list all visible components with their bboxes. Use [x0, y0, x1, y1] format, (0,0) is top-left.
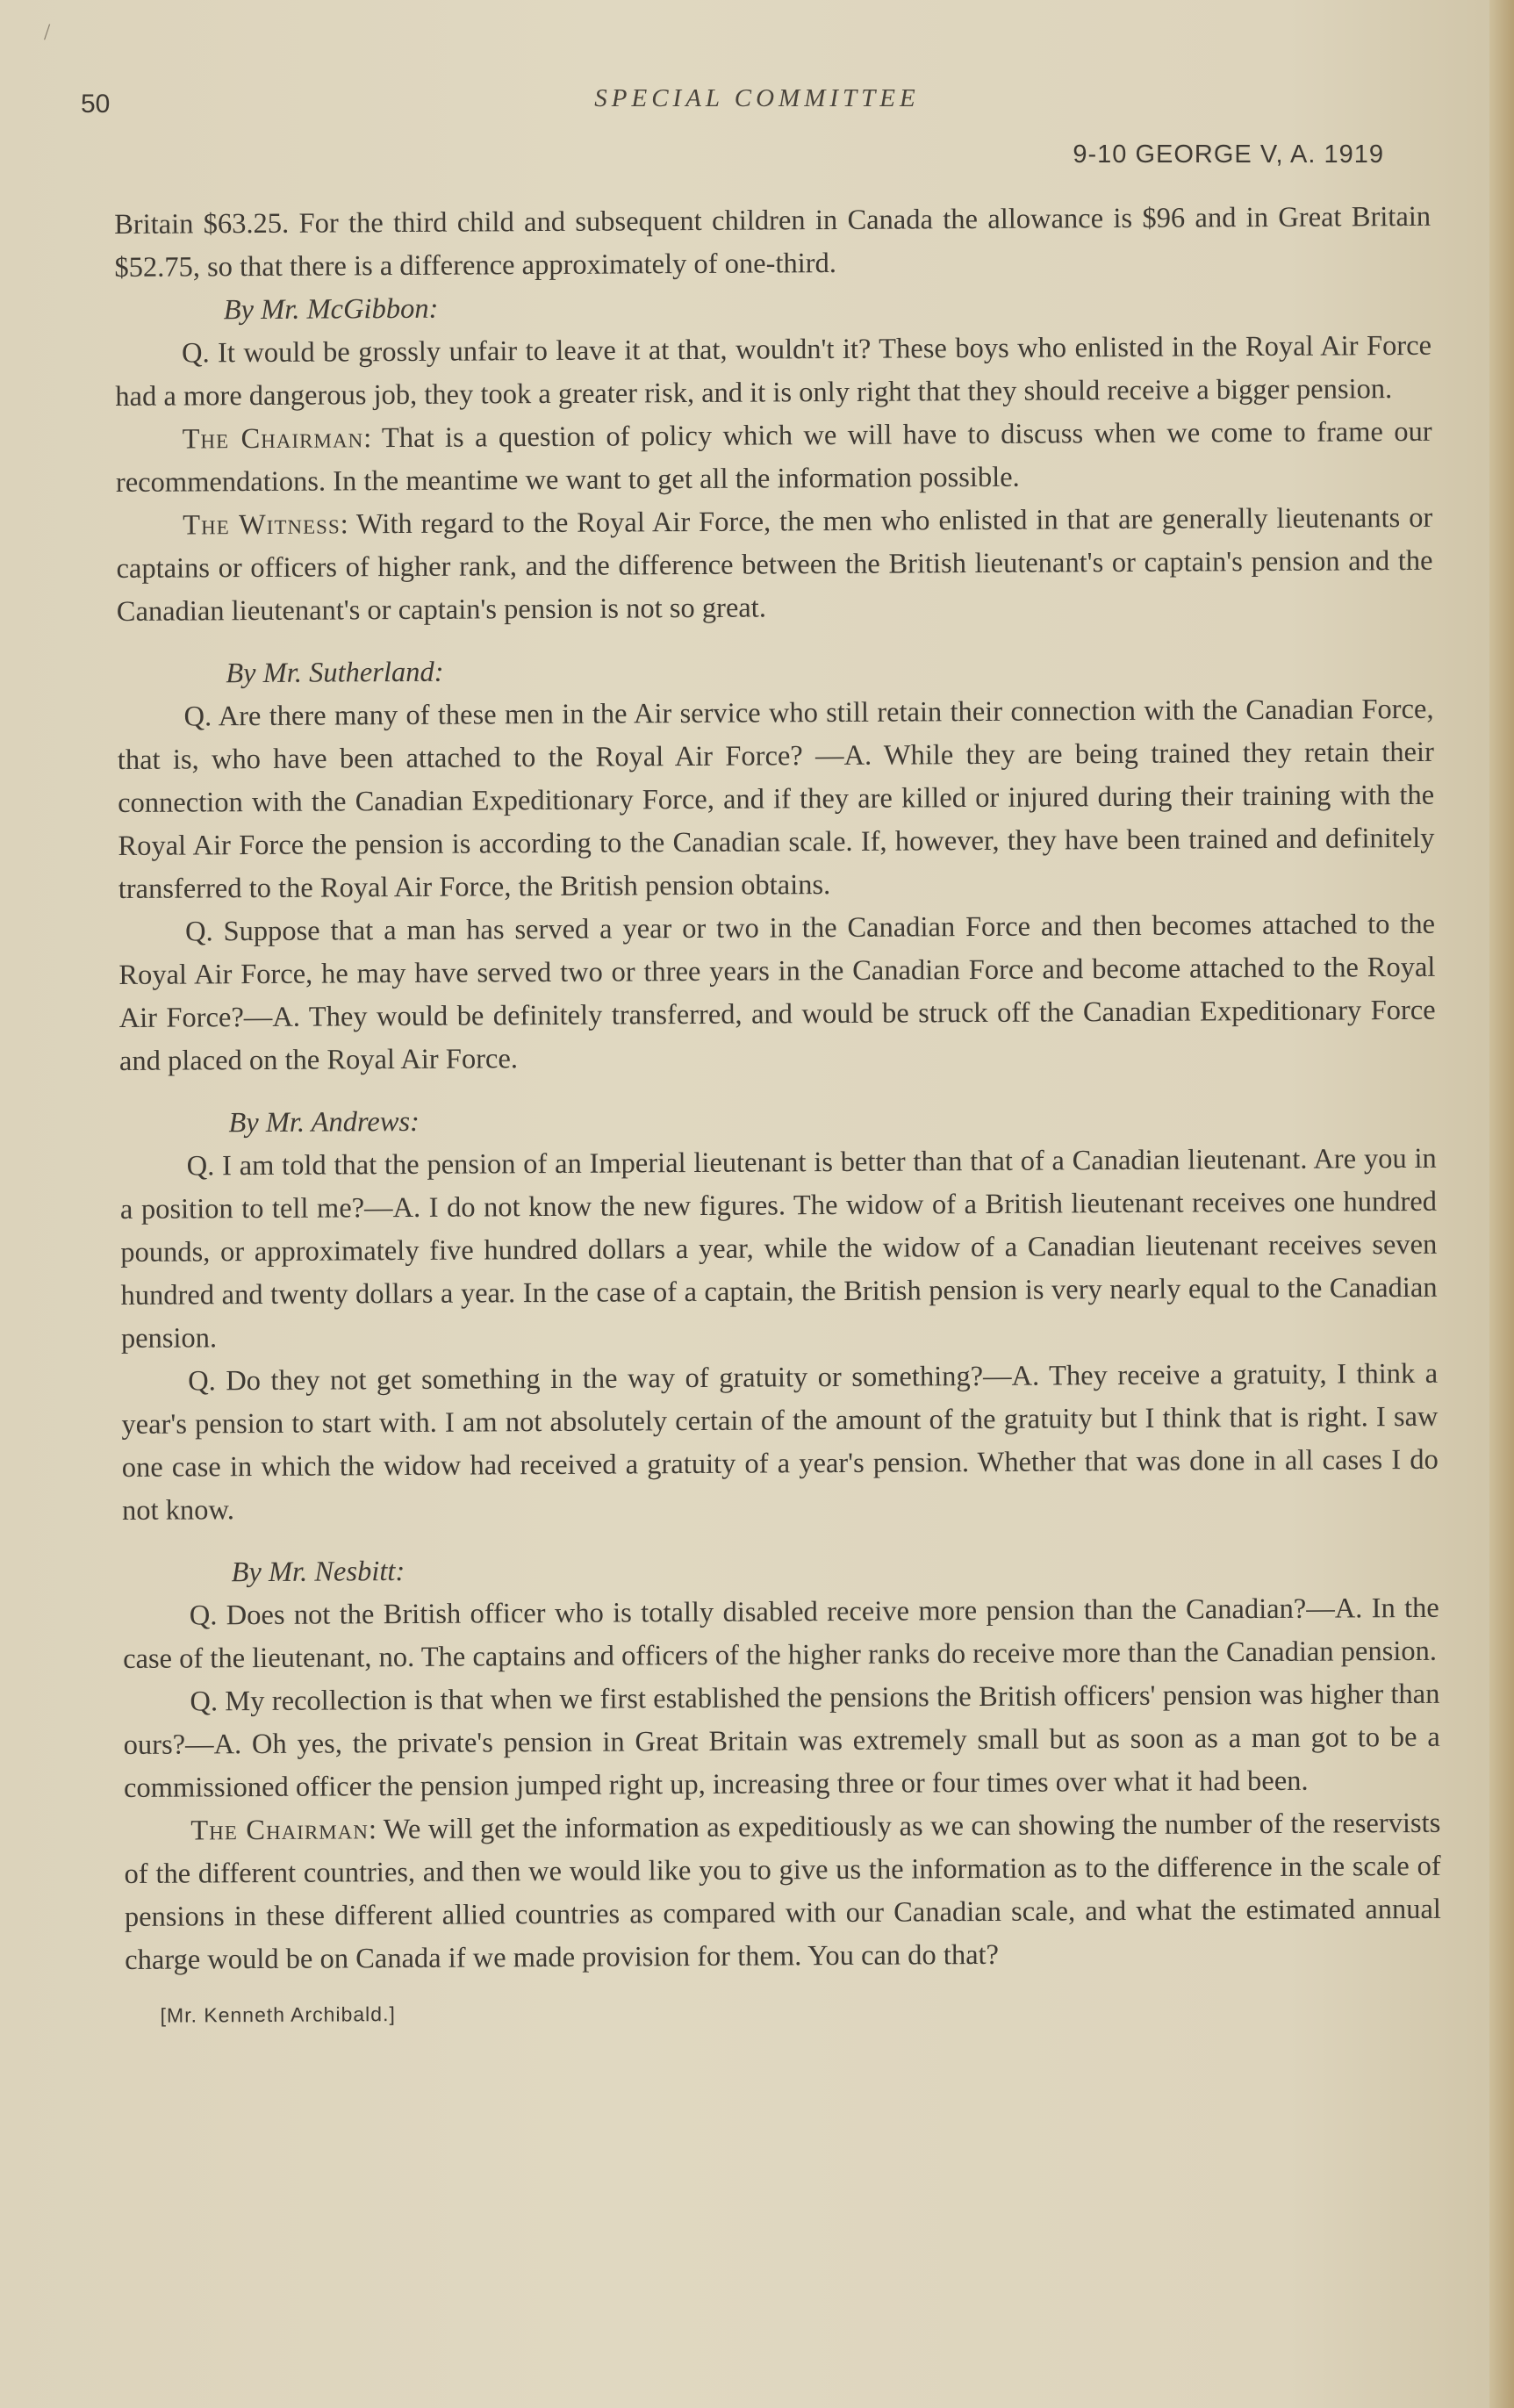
page-number: 50: [81, 90, 111, 119]
section-heading: By Mr. Sutherland:: [226, 656, 444, 690]
paragraph: Britain $63.25. For the third child and subsequent children in Canada the allowance is $96 and in Great Britain $52.75, so that there is a difference approximately of one-third.: [114, 200, 1431, 284]
paragraph: Q. My recollection is that when we first established the pensions the British officers' pension was higher than ours?—A. Oh yes, the private's pension in Great Britain was extremely small but as soon as a man got to be a commissioned officer the pension jumped right up, increasing three or four times over what it had been.: [123, 1678, 1440, 1804]
speaker-label: The Witness: [183, 508, 341, 542]
pencil-mark: /: [44, 19, 51, 45]
section-heading: By Mr. McGibbon:: [223, 292, 439, 327]
paragraph: Q. I am told that the pension of an Imperial lieutenant is better than that of a Canadian lieutenant. Are you in a position to tell me?—A. I do not know the new figures. The widow of a British lieutenant receives one hundred pounds, or approximately five hundred dollars a year, while the widow of a Canadian lieutenant receives seven hundred and twenty dollars a year. In the case of a captain, the British pension is very nearly equal to the Canadian pension.: [119, 1142, 1438, 1355]
paragraph: Q. Suppose that a man has served a year or two in the Canadian Force and then becomes attached to the Royal Air Force, he may have served two or three years in the Canadian Force and become attached to the Royal Air Force?—A. They would be definitely transferred, and would be struck off the Canadian Expeditionary Force and placed on the Royal Air Force.: [118, 908, 1436, 1077]
paragraph: Q. Do they not get something in the way of gratuity or something?—A. They receive a gratuity, I think a year's pension to start with. I am not absolutely certain of the amount of the gratuity but I think that is right. I saw one case in which the widow had received a gratuity of a year's pension. Whether that was done in all cases I do not know.: [121, 1357, 1439, 1527]
paragraph: [124, 1802, 1441, 1982]
speaker-label: The Chairman: [182, 422, 364, 456]
paragraph: Q. Are there many of these men in the Air service who still retain their connection with the Canadian Force, that is, who have been attached to the Royal Air Force? —A. While they are being trained they retain their connection with the Canadian Expeditionary Force, and if they are killed or injured during their training with the Royal Air Force the pension is according to the Canadian scale. If, however, they have been trained and definitely transferred to the Royal Air Force, the British pension obtains.: [117, 693, 1435, 905]
paragraph: [115, 411, 1432, 505]
speech-text: : We will get the information as expeditiously as we can showing the number of the reservists of the different countries, and then we would like you to give us the information as to the difference in the scale of pensions in these different allied countries as compared with our Canadian scale, and what the estimated annual charge would be on Canada if we made provision for them. You can do that?: [124, 1807, 1442, 1976]
speech-text: : With regard to the Royal Air Force, the men who enlisted in that are generally lieutenants or captains or officers of higher rank, and the difference between the British lieutenant's or captain's pension and the Canadian lieutenant's or captain's pension is not so great.: [116, 501, 1433, 628]
paragraph: Q. Does not the British officer who is totally disabled receive more pension than the Canadian?—A. In the case of the lieutenant, no. The captains and officers of the higher ranks do receive more than the Canadian pension.: [123, 1592, 1439, 1675]
paragraph: Q. It would be grossly unfair to leave it at that, wouldn't it? These boys who enlisted in the Royal Air Force had a more dangerous job, they took a greater risk, and it is only right that they should receive a bigger pension.: [115, 329, 1432, 413]
speech-text: : That is a question of policy which we will have to discuss when we come to frame our recommendations. In the meantime we want to get all the information possible.: [115, 415, 1432, 499]
section-heading: By Mr. Nesbitt:: [231, 1556, 405, 1589]
speaker-label: The Chairman: [190, 1814, 370, 1847]
session-reference: 9-10 GEORGE V, A. 1919: [1073, 140, 1384, 169]
page-edge: [1489, 0, 1514, 2408]
running-head: SPECIAL COMMITTEE: [594, 84, 920, 112]
paragraph: [116, 497, 1433, 634]
footnote: [Mr. Kenneth Archibald.]: [160, 2002, 396, 2027]
body-text: [114, 196, 1442, 2038]
section-heading: By Mr. Andrews:: [228, 1105, 420, 1139]
